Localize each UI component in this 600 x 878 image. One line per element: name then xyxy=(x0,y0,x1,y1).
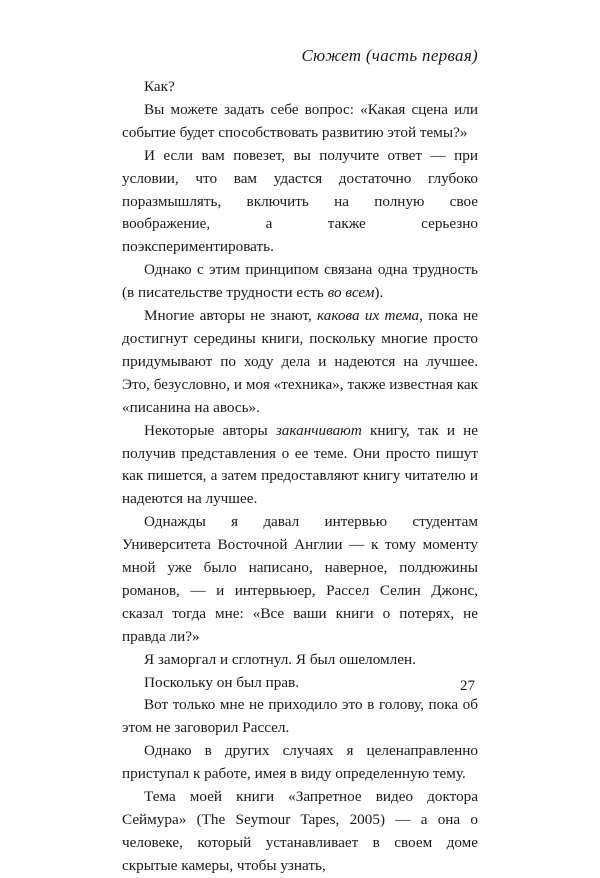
paragraph: Однажды я давал интервью студентам Университета Восточной Англии — к тому моменту мной уже было написано, наверное, полдюжины романов, — и интервьюер, Рассел Селин Джонс, сказал тогда мне: «Все ваши книги о потерях, не правда ли?» xyxy=(122,513,478,645)
paragraph-text: Многие авторы не знают, xyxy=(144,307,318,325)
paragraph-text: Однако с этим принципом связана одна трудность (в писательстве трудности есть xyxy=(122,261,478,302)
emphasis-text: какова их тема xyxy=(317,307,420,325)
paragraph: Вот только мне не приходило это в голову, пока об этом не заговорил Рассел. xyxy=(122,696,478,737)
paragraph-text: ). xyxy=(374,284,384,302)
running-header: Сюжет (часть первая) xyxy=(301,46,478,65)
page-number: 27 xyxy=(460,678,475,694)
paragraph: Тема моей книги «Запретное видео доктора Сеймура» (The Seymour Tapes, 2005) — а она о человеке, который устанавливает в своем доме скрытые камеры, чтобы узнать, xyxy=(122,788,478,874)
emphasis-text: заканчивают xyxy=(275,421,362,439)
paragraph-text: Некоторые авторы xyxy=(144,421,276,439)
paragraph xyxy=(122,259,478,305)
paragraph-text: книгу, так и не получив представления о ее теме. Они просто пишут как пишется, а затем предоставляют книгу читателю и надеются на лучшее. xyxy=(122,421,478,508)
paragraph: И если вам повезет, вы получите ответ — при условии, что вам удастся достаточно глубоко поразмышлять, включить на полную свое воображение, а также серьезно поэкспериментировать. xyxy=(122,146,478,256)
paragraph: Вы можете задать себе вопрос: «Какая сцена или событие будет способствовать развитию этой темы?» xyxy=(122,100,478,141)
paragraph-text: , пока не достигнут середины книги, поскольку многие просто придумывают по ходу дела и надеются на лучшее. Это, безусловно, и моя «техника», также известная как «писанина на авось». xyxy=(122,307,478,416)
emphasis-text: во всем xyxy=(327,284,375,302)
paragraph: Как? xyxy=(144,78,175,95)
paragraph: Однако в других случаях я целенаправленно приступал к работе, имея в виду определенную тему. xyxy=(122,742,478,783)
paragraph: Я заморгал и сглотнул. Я был ошеломлен. xyxy=(144,650,416,668)
paragraph xyxy=(122,420,478,512)
paragraph xyxy=(122,305,478,420)
paragraph: Поскольку он был прав. xyxy=(144,673,299,691)
body-text xyxy=(122,76,478,878)
